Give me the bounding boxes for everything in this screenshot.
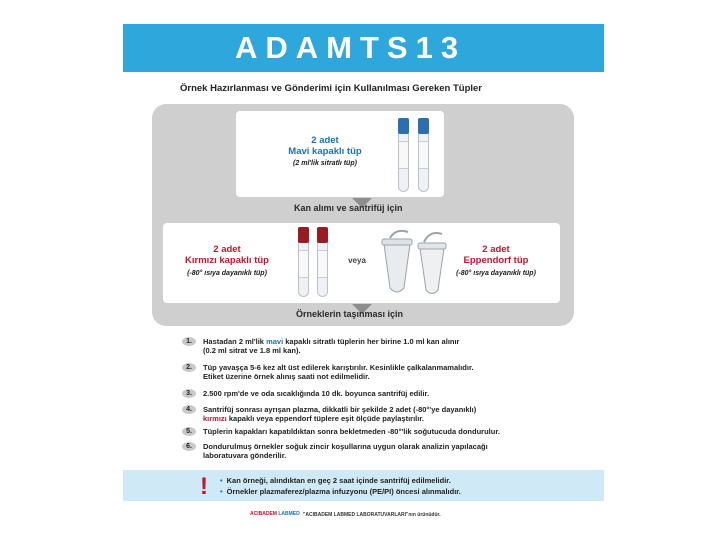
step2-label: Örneklerin taşınması için bbox=[296, 309, 404, 319]
blue-tube-note: (2 ml'lik sitratlı tüp) bbox=[293, 160, 357, 167]
red-tube-icon bbox=[317, 227, 328, 297]
eppendorf-label: Eppendorf tüp bbox=[463, 255, 529, 266]
eppendorf-note: (-80° ısıya dayanıklı tüp) bbox=[456, 270, 536, 277]
red-tube-count: 2 adet bbox=[213, 244, 241, 255]
or-label: veya bbox=[348, 256, 366, 265]
red-tube-label: Kırmızı kapaklı tüp bbox=[185, 255, 269, 266]
blue-tube-label: Mavi kapaklı tüp bbox=[288, 146, 362, 157]
blue-tube-count: 2 adet bbox=[311, 135, 339, 146]
footer-text: "ACIBADEM LABMED LABORATUVARLARI"nın ürünüdür. bbox=[303, 512, 441, 518]
subtitle: Örnek Hazırlanması ve Gönderimi için Kullanılması Gereken Tüpler bbox=[180, 83, 482, 94]
company-logo: ACIBADEM LABMED bbox=[250, 511, 300, 517]
title-banner bbox=[123, 24, 604, 72]
eppendorf-count: 2 adet bbox=[482, 244, 510, 255]
red-tube-icon bbox=[298, 227, 309, 297]
page-title: ADAMTS13 bbox=[235, 30, 467, 65]
warning-line-1: Kan örneği, alındıktan en geç 2 saat içinde santrifüj edilmelidir. bbox=[226, 476, 451, 485]
red-tube-note: (-80° ısıya dayanıklı tüp) bbox=[187, 270, 267, 277]
exclamation-icon: ! bbox=[200, 473, 208, 500]
blue-tube-icon bbox=[418, 118, 429, 192]
warning-line-2: Örnekler plazmaferez/plazma infuzyonu (PE/PI) öncesi alınmalıdır. bbox=[226, 487, 461, 496]
blue-tube-icon bbox=[398, 118, 409, 192]
step1-label: Kan alımı ve santrifüj için bbox=[294, 203, 403, 213]
warning-box: ! • Kan örneği, alındıktan en geç 2 saat içinde santrifüj edilmelidir. • Örnekler plazmaferez/plazma infuzyonu (PE/PI) öncesi alınmalıdır. bbox=[123, 470, 604, 501]
